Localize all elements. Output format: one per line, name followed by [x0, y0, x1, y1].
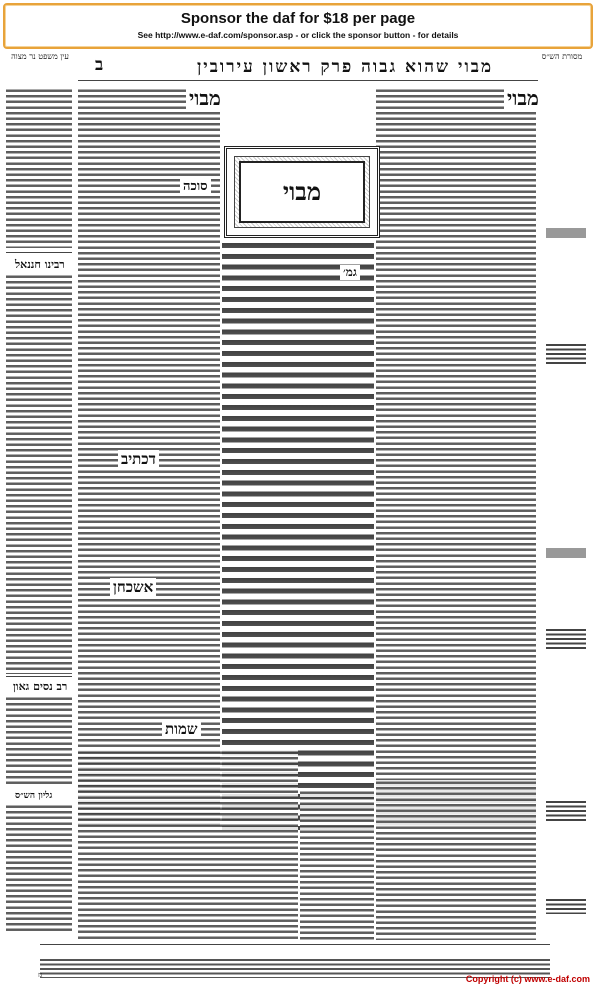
- sponsor-banner[interactable]: [3, 3, 593, 49]
- ein-mishpat-rule: [6, 252, 72, 253]
- rashi-continuation: [376, 780, 536, 940]
- gemara-continuation: [300, 790, 374, 940]
- talmud-page: [0, 50, 596, 975]
- gemara-label: גמ׳: [340, 265, 360, 280]
- rashi-column: [376, 88, 536, 828]
- ein-mishpat-heading: עין משפט נר מצוה: [11, 52, 69, 61]
- rav-nissim-rule: [6, 676, 72, 677]
- shmos-label: שמות: [162, 720, 201, 739]
- gilyon-hashas-heading: גליון הש״ס: [12, 790, 55, 801]
- rav-nissim-gaon-heading: רב נסים גאון: [10, 680, 70, 693]
- folio-number: גז: [38, 971, 43, 979]
- mishkan-label: אשכחן: [110, 578, 156, 597]
- ein-mishpat-column: [6, 88, 72, 248]
- tosafot-opening-word: מבוי: [186, 86, 224, 111]
- sponsor-banner-title[interactable]: Sponsor the daf for $18 per page: [180, 10, 416, 27]
- rabbeinu-chananel-heading: רבינו חננאל: [12, 258, 68, 271]
- page-title: מבוי שהוא גבוה פרק ראשון עירובין: [196, 57, 494, 77]
- rashi-opening-word: מבוי: [504, 86, 542, 111]
- frame-opening-word: מבוי: [239, 161, 365, 223]
- masoret-hashas-column: [542, 88, 590, 938]
- gilyon-hashas-column: [6, 804, 72, 934]
- gemara-column: [222, 240, 374, 830]
- rashi-text: [376, 88, 536, 828]
- tosafot-continuation: [78, 750, 298, 940]
- daf-number: ב: [95, 55, 104, 75]
- copyright-link[interactable]: Copyright (c) www.e-daf.com: [465, 974, 590, 984]
- gemara-text: [222, 240, 374, 830]
- tosafot-label-sukkah: סוכה: [180, 178, 211, 194]
- header-rule: [78, 80, 538, 81]
- masoret-hashas-heading: מסורת הש״ס: [541, 52, 583, 61]
- footer-rule: [40, 944, 550, 945]
- ktiv-label: דכתיב: [118, 450, 159, 469]
- opening-word-frame: [224, 146, 380, 238]
- rav-nissim-gaon-column: [6, 696, 72, 786]
- sponsor-banner-subtitle[interactable]: See http://www.e-daf.com/sponsor.asp - or click the sponsor button - for details: [137, 30, 459, 40]
- rabbeinu-chananel-column: [6, 274, 72, 674]
